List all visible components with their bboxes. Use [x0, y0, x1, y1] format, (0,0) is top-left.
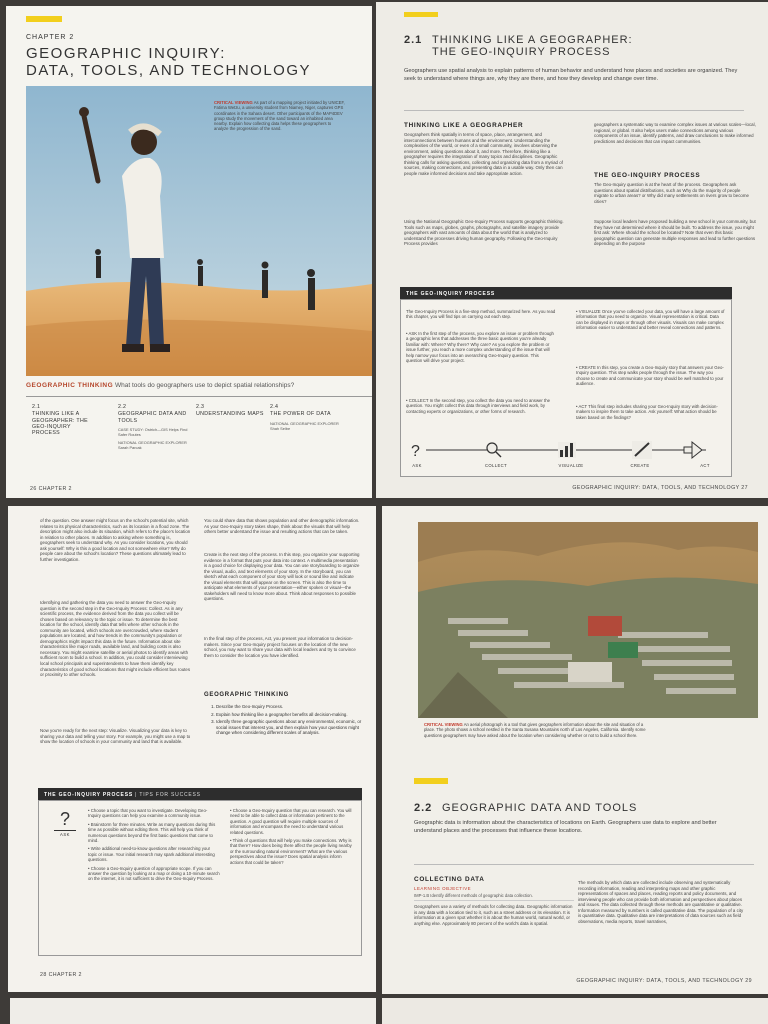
step-create-text: • CREATE In this step, you create a Geo-Inquiry story that answers your Geo-Inquiry question. This step walks people through the issue. The way you choose to create and communicate your story should be well matched to your audience.: [576, 365, 724, 387]
caption-text: An aerial photograph is a tool that gives geographers information about the site and situation of a place. The photo shows a school nestled in the Santa Susana Mountains north of Los Angeles, California.: [424, 722, 644, 733]
next-page-edge-left: [10, 998, 376, 1024]
toc-number: 2.2: [118, 404, 127, 410]
geographic-thinking-list: [206, 704, 362, 738]
divider: [26, 396, 372, 397]
photo-caption: [214, 100, 346, 132]
chapter-label: CHAPTER 2: [26, 34, 75, 41]
toc-subitem: NATIONAL GEOGRAPHIC EXPLORER Sarah Parcak: [118, 439, 187, 450]
ask-question-icon: ? ASK: [54, 810, 76, 837]
geographic-thinking-text: What tools do geographers use to depict spatial relationships?: [114, 382, 295, 389]
tips-box-header: THE GEO-INQUIRY PROCESS | TIPS FOR SUCCESS: [38, 788, 362, 802]
heading-collecting-data: COLLECTING DATA: [414, 876, 485, 883]
section-number: 2.2: [414, 802, 433, 814]
heading-geo-inquiry-process: THE GEO-INQUIRY PROCESS: [594, 172, 701, 179]
learning-objective-label: LEARNING OBJECTIVE: [414, 886, 472, 891]
page-26: [6, 6, 372, 498]
chapter-accent-bar: [26, 16, 62, 22]
box-intro: The Geo-Inquiry Process is a five-step method, summarized here. As you read this chapter, you will find tips on carrying out each step.: [406, 309, 556, 320]
step-label-act: ACT: [700, 463, 710, 468]
body-col2-b: Create is the next step of the process. In this step, you organize your supporting evidence in a format that puts your data into context. A multimedia presentation is a good choice for displaying your data. You can use storyboarding to organize the visual, audio, and text elements of your story. In the storyboard, you can sketch what each component of your story will look or sound like and indicate the visual elements that will appear on the screen. This is also the time to anticipate what elements of your presentation—either spoken or visual—the stakeholders will need to know more about. Think about responses to possible questions.: [204, 552, 360, 602]
chapter-title-line1: GEOGRAPHIC INQUIRY:: [26, 45, 226, 62]
body-right: The methods by which data are collected include observing and systematically recording information, reading and interpreting maps and other graphic representations of spaces and places, reading reports and policy documents, and interviewing people who can provide both information and perspectives about places and issues. The data collected through these methods are quantitative or qualitative. Information measured by numbers is called quantitative data. The population of a city is quantitative data. Qualitative data are interpretations of data sources such as field observations, media reports, travel narratives,: [578, 880, 744, 924]
section-intro: Geographers use spatial analysis to explain patterns of human behavior and understand how places and societies are organized. They seek to understand where things are, why they are there, and how they develop and change over time.: [404, 68, 738, 82]
page-folio: 26 CHAPTER 2: [30, 486, 72, 492]
toc-title: UNDERSTANDING MAPS: [196, 411, 264, 418]
toc-item-2-3[interactable]: [196, 404, 266, 418]
toc-title: THINKING LIKE A GEOGRAPHER: THE GEO-INQUIRY PROCESS: [32, 411, 88, 437]
step-visualize-text: • VISUALIZE Once you've collected your data, you will have a large amount of information that you need to organize. Visual representation is critical. Data can be displayed in maps or through other visuals. Visuals can make complex information easier to understand and better reveal connections and patterns.: [576, 309, 725, 331]
body-left-2: Using the National Geographic Geo-Inquiry Process supports geographic thinking. Tools such as maps, globes, graphs, photographs, and satellite imagery provide geographers with vast amounts of data about the world that is analyzed to understand the processes driving human geography. Following the Geo-Inquiry Process provides: [404, 219, 564, 247]
page-28: [8, 506, 376, 992]
step-label-visualize: VISUALIZE: [558, 463, 584, 468]
body-col1-a: of the question. One answer might focus on the school's potential site, which relates to its physical characteristics, such as its location in a flood zone. The description might also include its situation, which refers to the place's location in relation to other places. In addition to asking where something is, geographers seek to understand why. As you consider locations, you should ask yourself: Why is this a good location and not somewhere else? Why do people care about the school's location? These questions ultimately lead to further investigation.: [40, 518, 191, 562]
toc-item-2-2[interactable]: [118, 404, 190, 450]
step-label-collect: COLLECT: [484, 463, 508, 468]
toc-subitem: CASE STUDY: Ostrich—GIS Helps Find Safer Routes: [118, 426, 188, 437]
step-collect-text: • COLLECT In the second step, you collect the data you need to answer the question. You might collect this data through interviews and field work, by contacting experts or organizations, or other forms of research.: [406, 398, 551, 414]
chapter-title-line2: DATA, TOOLS, AND TECHNOLOGY: [26, 62, 312, 79]
aerial-school-photo: [418, 522, 758, 718]
next-page-edge-right: [382, 998, 768, 1024]
bar-chart-icon: [558, 442, 576, 458]
section-title-line2: THE GEO-INQUIRY PROCESS: [432, 46, 611, 58]
geographic-thinking-label: GEOGRAPHIC THINKING: [26, 382, 114, 389]
toc-title: GEOGRAPHIC DATA AND TOOLS: [118, 411, 187, 424]
ask-label: ASK: [54, 830, 76, 837]
heading-thinking-like-geographer: THINKING LIKE A GEOGRAPHER: [404, 122, 524, 129]
gt-item: 2. Explain how thinking like a geographer benefits all decision-making.: [216, 712, 362, 718]
toc-number: 2.4: [270, 404, 279, 410]
page-29: [382, 506, 768, 994]
section-accent-bar: [404, 12, 438, 17]
tips-left-list: • Choose a topic that you want to investigate. Developing Geo-Inquiry questions can help you examine a community issue. • Brainstorm for three minutes. Write as many questions during this time as possible without editing them. This will help you think of numerous questions beyond the first basic questions that come to mind. • Write additional need-to-know questions after researching your topic or issue. Your initial research may spark additional interesting questions. • Choose a Geo-Inquiry question of appropriate scope. If you can answer the question by looking at a map or doing a 10-minute search on the internet, it is not sufficient to drive the Geo-Inquiry Process.: [88, 808, 220, 882]
photo-caption: [424, 722, 654, 738]
toc-item-2-1[interactable]: [32, 404, 100, 436]
toc-number: 2.3: [196, 404, 205, 410]
gt-item: 3. Identify three geographic questions about any environmental, economic, or social issues that interest you, and then explain how your questions might change when considering different scales of analysis.: [216, 719, 362, 736]
tips-right-list: • Choose a Geo-Inquiry question that you can research. You will need to be able to collect data or information pertinent to the question. A good question will require multiple sources of information and encompass the need to understand various related questions. • Think of questions that will help you make connections. Why is that there? How does being there affect the people living nearby or the surrounding natural environment? What are the various perspectives about the issue? Does spatial analysis inform actions that could be taken?: [230, 808, 352, 865]
body-col1-b: Identifying and gathering the data you need to answer the Geo-Inquiry question is the second step in the Geo-Inquiry Process: Collect. As in any scientific process, the evidence derived from the data you collect will be chosen based on relevancy to the topic or issue. To determine the best location for the school, identify data that tells where other schools in the community are located, which schools are overcrowded, where student populations are located, and how trends in the community's population or demographics might impact this data in the future. Information about site characteristics like major roads, available land, and building costs is also necessary. You might examine satellite or aerial photos to identify areas with sufficient room to build a school. In addition, you could consider interviewing local school principals and superintendents to have them identify key characteristics of good school locations that might include efficient bus routes or proximity to other schools.: [40, 600, 191, 678]
caption-tail: Explain how collecting data helps these geographers to analyze the progression of the sand.: [214, 121, 332, 132]
pencil-icon: [632, 441, 652, 459]
body-left: Geographers use a variety of methods for collecting data. Geographic information is any data with a location tied to it, such as a street address or its elevation. It is information at a given spot whether it is about the human world, natural world, or anything else. Approximately 80 percent of the world's data is spatial.: [414, 904, 573, 926]
caption-label: CRITICAL VIEWING: [424, 722, 463, 727]
gt-item: 1. Describe the Geo-Inquiry Process.: [216, 704, 362, 710]
toc-number: 2.1: [32, 404, 41, 410]
section-accent-bar: [414, 778, 448, 784]
toc-title: THE POWER OF DATA: [270, 411, 331, 418]
page-folio: GEOGRAPHIC INQUIRY: DATA, TOOLS, AND TECHNOLOGY 29: [576, 978, 752, 984]
section-number: 2.1: [404, 34, 423, 46]
geographic-thinking-question: [26, 382, 372, 389]
section-title: GEOGRAPHIC DATA AND TOOLS: [442, 802, 638, 814]
body-right-1: geographers a systematic way to examine complex issues at various scales—local, regional, or global. It also helps users make connections among various components of an issue, identify patterns, and draw conclusions to make informed predictions and decisions that can impact communities.: [594, 122, 756, 144]
geo-inquiry-box-header: THE GEO-INQUIRY PROCESS: [400, 287, 732, 301]
page-folio: 28 CHAPTER 2: [40, 972, 82, 978]
magnifier-icon: [487, 443, 497, 453]
toc-subitem: NATIONAL GEOGRAPHIC EXPLORER Shah Selbe: [270, 420, 339, 431]
question-mark-icon: ?: [411, 443, 420, 460]
divider: [414, 900, 574, 901]
step-ask-text: • ASK In the first step of the process, you explore an issue or problem through a geographic lens that addresses the three basic questions you're already familiar with: Where? Why there? Why care? As you explore the problem or issue further, you reach a more complex understanding of the issue that will help narrow your focus into an overarching Geo-Inquiry question. This question will drive your project.: [406, 331, 554, 364]
body-col2-a: You could share data that shows population and other demographic information. As your Geo-Inquiry story takes shape, think about the visuals that will help others better understand the issue and resulting actions that can be taken.: [204, 518, 360, 535]
step-label-ask: ASK: [412, 463, 422, 468]
body-left-1: Geographers think spatially in terms of space, place, arrangement, and interconnections between humans and the environment. Understanding the complexities of the world, or even of a small community, involves observing the environment, asking questions about it, and more. Therefore, thinking like a geographer requires the integration of many topics and disciplines. Geographic thinking calls for asking questions, collecting and organizing data from a myriad of sources, making connections, and presenting data in a usable way. Only then can people make informed decisions and take appropriate action.: [404, 132, 563, 176]
section-intro: Geographic data is information about the characteristics of locations on Earth. Geographers use data to explore and better understand places and the processes that influence these locations.: [414, 820, 717, 834]
geographic-thinking-heading: GEOGRAPHIC THINKING: [204, 692, 289, 698]
toc-item-2-4[interactable]: [270, 404, 348, 431]
caption-tail: Identify some questions geographers may have asked about the location when considering whether or not to build a school there.: [424, 727, 646, 738]
divider: [404, 110, 744, 111]
tips-title: THE GEO-INQUIRY PROCESS: [44, 792, 133, 798]
caption-text: As part of a mapping project initiated by UNICEF, Fatima Wetzu, a university student from Niamey, Niger, captures GPS coordinates in the Sahara desert. Other participants of the MAP4DEV group study the movement of the sand toward an inhabited area nearby.: [214, 100, 345, 127]
body-right-2: The Geo-Inquiry question is at the heart of the process. Geographers ask questions about spatial distributions, such as Why do the majority of people migrate to urban areas? or Why did many settlements on rivers grow to become cities?: [594, 182, 749, 204]
body-col2-c: In the final step of the process, Act, you present your information to decision-makers. Since your Geo-Inquiry project focuses on the location of the new school, you may want to share your data with local leaders and try to convince them to consider the location you have identified.: [204, 636, 356, 658]
geo-inquiry-steps-diagram: [406, 438, 726, 462]
body-col1-c: Now you're ready for the next step: Visualize. Visualizing your data is key to sharing your data and telling your story. For example, you might use a map to show the location of schools in your community and land that is available.: [40, 728, 191, 745]
learning-objective-text: IMP-1.B Identify different methods of geographic data collection.: [414, 893, 533, 898]
caption-label: CRITICAL VIEWING: [214, 100, 253, 105]
step-act-text: • ACT This final step includes sharing your Geo-Inquiry story with decision-makers to inspire them to take action. Ask yourself: What action should be taken based on the findings?: [576, 404, 718, 420]
page-folio: GEOGRAPHIC INQUIRY: DATA, TOOLS, AND TECHNOLOGY 27: [572, 485, 748, 491]
arrow-right-icon: [684, 442, 702, 458]
step-label-create: CREATE: [630, 463, 650, 468]
body-right-3: Suppose local leaders have proposed building a new school in your community, but they have not determined where it should be built. To address the issue, you might first ask: Where should the school be located? Note that even this basic geographic question can generate multiple responses and lead to further questions depending on the purpose: [594, 219, 756, 247]
tips-subtitle: TIPS FOR SUCCESS: [139, 792, 201, 798]
page-27: [376, 2, 768, 498]
section-title-line1: THINKING LIKE A GEOGRAPHER:: [432, 34, 633, 46]
divider: [414, 864, 754, 865]
